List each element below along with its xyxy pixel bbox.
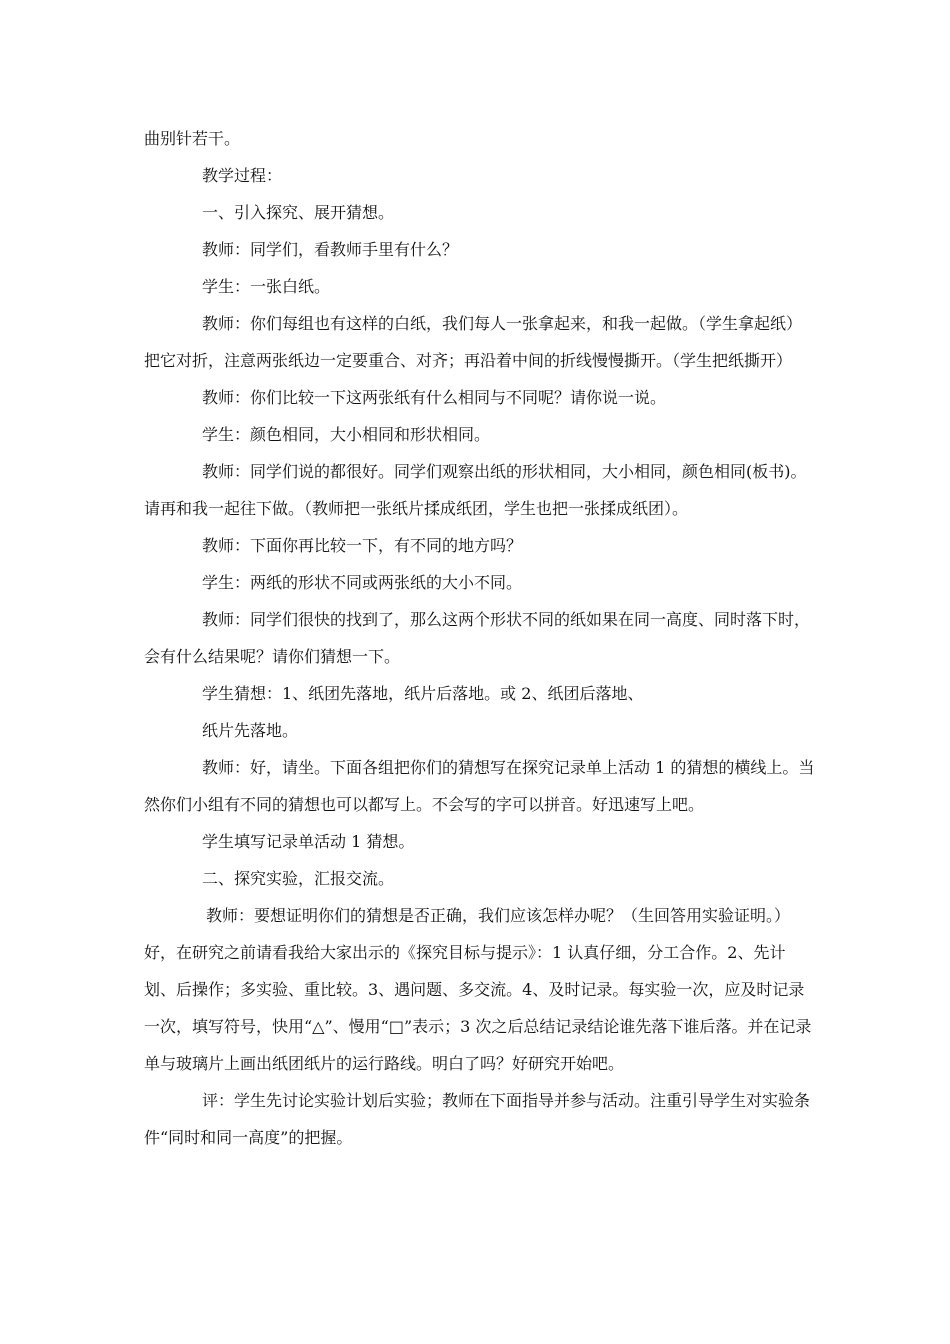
paragraph-dialogue: 教师：好，请坐。下面各组把你们的猜想写在探究记录单上活动 1 的猜想的横线上。当然你们小组有不同的猜想也可以都写上。不会写的字可以拼音。好迅速写上吧。 bbox=[144, 758, 815, 814]
paragraph-student-guess-cont: 纸片先落地。 bbox=[202, 721, 299, 740]
paragraph-dialogue: 教师：同学们说的都很好。同学们观察出纸的形状相同，大小相同，颜色相同(板书)。请再和我一起往下做。（教师把一张纸片揉成纸团，学生也把一张揉成纸团）。 bbox=[144, 462, 807, 518]
paragraph-dialogue: 学生：颜色相同，大小相同和形状相同。 bbox=[202, 425, 491, 444]
paragraph-student-guess: 学生猜想：1、纸团先落地，纸片后落地。或 2、纸团后落地、 bbox=[202, 684, 644, 703]
paragraph-dialogue: 教师：同学们很快的找到了，那么这两个形状不同的纸如果在同一高度、同时落下时，会有什么结果呢？请你们猜想一下。 bbox=[144, 610, 811, 666]
paragraph-comment: 评：学生先讨论实验计划后实验；教师在下面指导并参与活动。注重引导学生对实验条件“同时和同一高度”的把握。 bbox=[144, 1091, 811, 1147]
paragraph-dialogue: 教师：你们每组也有这样的白纸，我们每人一张拿起来，和我一起做。（学生拿起纸）把它对折，注意两张纸边一定要重合、对齐；再沿着中间的折线慢慢撕开。（学生把纸撕开） bbox=[144, 314, 803, 370]
paragraph-record: 学生填写记录单活动 1 猜想。 bbox=[202, 832, 415, 851]
paragraph-materials-end: 曲别针若干。 bbox=[144, 129, 241, 148]
paragraph-dialogue: 学生：一张白纸。 bbox=[202, 277, 331, 296]
document-body bbox=[144, 120, 816, 1156]
paragraph-dialogue: 教师：你们比较一下这两张纸有什么相同与不同呢？请你说一说。 bbox=[202, 388, 667, 407]
paragraph-dialogue: 教师：要想证明你们的猜想是否正确，我们应该怎样办呢？（生回答用实验证明。）好，在研究之前请看我给大家出示的《探究目标与提示》：1 认真仔细，分工合作。2、先计划、后操作；多实验、重比较。3、遇问题、多交流。4、及时记录。每实验一次，应及时记录一次，填写符号，快用“△”、慢用“□”表示；3 次之后总结记录结论谁先落下谁后落。并在记录单与玻璃片上画出纸团纸片的运行路线。明白了吗？好研究开始吧。 bbox=[144, 906, 812, 1073]
paragraph-teaching-process: 教学过程： bbox=[202, 166, 283, 185]
paragraph-dialogue: 学生：两纸的形状不同或两张纸的大小不同。 bbox=[202, 573, 523, 592]
paragraph-dialogue: 教师：下面你再比较一下，有不同的地方吗？ bbox=[202, 536, 523, 555]
section-heading-2: 二、探究实验，汇报交流。 bbox=[202, 869, 395, 888]
section-heading-1: 一、引入探究、展开猜想。 bbox=[202, 203, 395, 222]
paragraph-dialogue: 教师：同学们，看教师手里有什么？ bbox=[202, 240, 459, 259]
